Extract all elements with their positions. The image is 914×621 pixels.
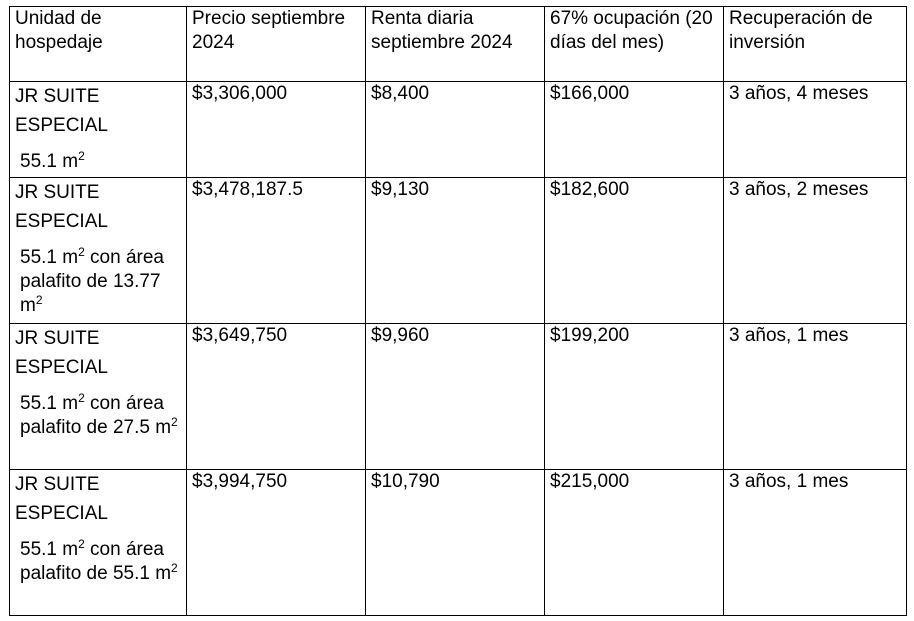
- unit-spacer: [15, 140, 180, 150]
- unit-area-sup: 2: [78, 537, 85, 551]
- unit-extra: con área palafito de 55.1 m: [20, 539, 172, 584]
- unit-spacer: [15, 236, 180, 246]
- unit-area: 55.1 m: [20, 247, 79, 268]
- unit-extra-sup: 2: [35, 293, 43, 307]
- header-price: Precio septiembre 2024: [187, 7, 366, 82]
- cell-occupancy-income: $166,000: [545, 82, 724, 178]
- header-unit: Unidad de hospedaje: [10, 7, 187, 82]
- unit-extra-sup: 2: [171, 561, 178, 575]
- unit-area-sup: 2: [78, 149, 85, 163]
- cell-daily-rent: $9,960: [366, 324, 545, 470]
- cell-price: $3,306,000: [187, 82, 366, 178]
- unit-name: JR SUITE ESPECIAL: [15, 182, 108, 232]
- table-row: [10, 178, 907, 324]
- cell-daily-rent: $9,130: [366, 178, 545, 324]
- cell-payback: 3 años, 4 meses: [724, 82, 907, 178]
- unit-area-sup: 2: [78, 245, 85, 259]
- cell-unit: [10, 324, 187, 470]
- unit-area: 55.1 m: [20, 539, 79, 560]
- cell-daily-rent: $10,790: [366, 470, 545, 616]
- cell-payback: 3 años, 2 meses: [724, 178, 907, 324]
- unit-name: JR SUITE ESPECIAL: [15, 328, 108, 378]
- cell-price: $3,994,750: [187, 470, 366, 616]
- header-payback: Recuperación de inversión: [724, 7, 907, 82]
- table-row: [10, 470, 907, 616]
- cell-payback: 3 años, 1 mes: [724, 324, 907, 470]
- unit-detail: [15, 150, 180, 174]
- unit-name: JR SUITE ESPECIAL: [15, 86, 108, 136]
- unit-extra-sup: 2: [171, 415, 178, 429]
- unit-extra: con área palafito de 27.5 m: [20, 393, 172, 438]
- cell-occupancy-income: $182,600: [545, 178, 724, 324]
- cell-daily-rent: $8,400: [366, 82, 545, 178]
- table-header-row: [10, 7, 907, 82]
- unit-detail: [15, 392, 180, 440]
- investment-table: [9, 6, 907, 616]
- unit-spacer: [15, 528, 180, 538]
- cell-occupancy-income: $199,200: [545, 324, 724, 470]
- unit-area-sup: 2: [78, 391, 85, 405]
- unit-detail: [15, 538, 180, 586]
- table-row: [10, 324, 907, 470]
- unit-area: 55.1 m: [20, 393, 79, 414]
- unit-name: JR SUITE ESPECIAL: [15, 474, 108, 524]
- cell-unit: [10, 470, 187, 616]
- unit-area: 55.1 m: [20, 151, 79, 172]
- table-row: [10, 82, 907, 178]
- header-daily-rent: Renta diaria septiembre 2024: [366, 7, 545, 82]
- unit-extra: con área palafito de 13.77 m: [20, 247, 165, 316]
- header-occupancy-income: 67% ocupación (20 días del mes): [545, 7, 724, 82]
- cell-price: $3,649,750: [187, 324, 366, 470]
- cell-unit: [10, 82, 187, 178]
- cell-occupancy-income: $215,000: [545, 470, 724, 616]
- unit-detail: [15, 246, 180, 318]
- cell-price: $3,478,187.5: [187, 178, 366, 324]
- unit-spacer: [15, 382, 180, 392]
- cell-payback: 3 años, 1 mes: [724, 470, 907, 616]
- cell-unit: [10, 178, 187, 324]
